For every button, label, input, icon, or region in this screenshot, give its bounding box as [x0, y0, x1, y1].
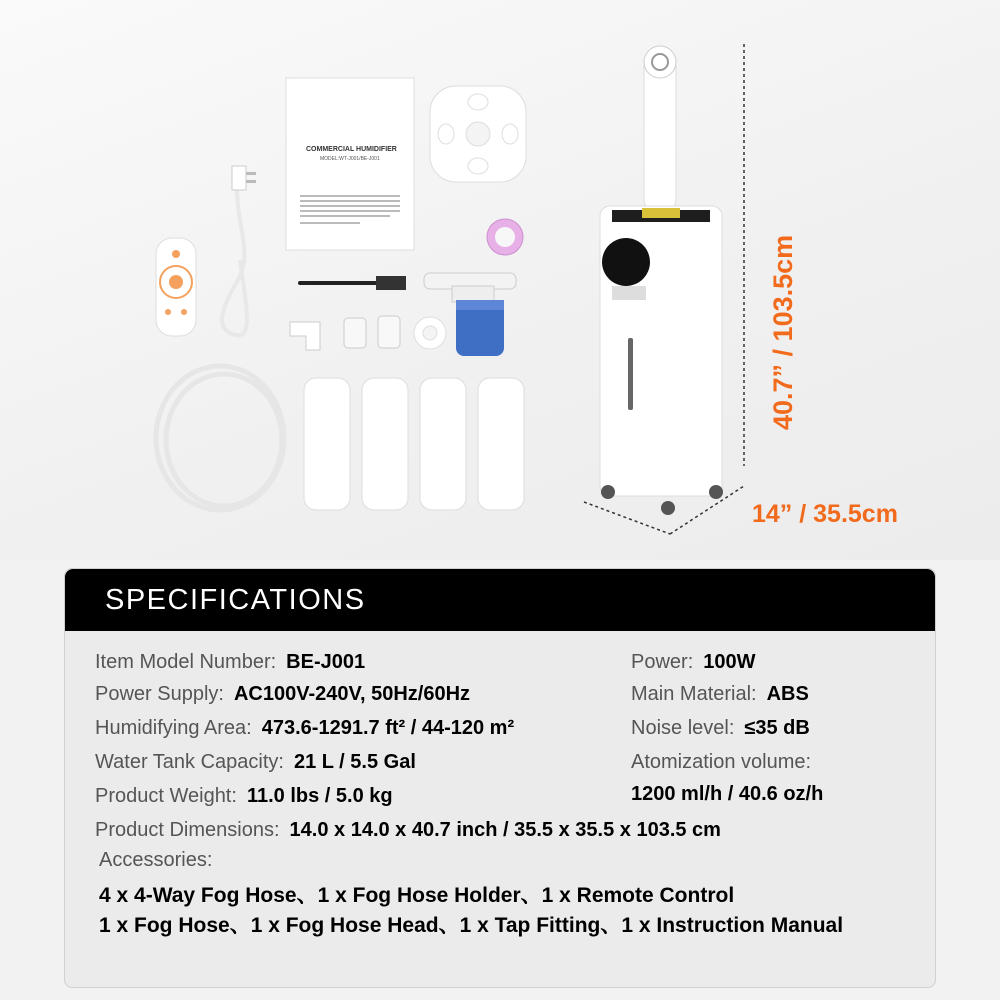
- spec-product-dimensions: [95, 819, 721, 842]
- spec-label: Noise level:: [631, 717, 735, 739]
- spec-value: 21 L / 5.5 Gal: [293, 751, 416, 773]
- spec-value: ABS: [766, 683, 809, 705]
- spec-value: 11.0 lbs / 5.0 kg: [246, 785, 393, 807]
- spec-power-supply: [95, 683, 470, 706]
- spec-value: 473.6-1291.7 ft² / 44-120 m²: [261, 717, 515, 739]
- spec-noise-level: [631, 717, 810, 740]
- spec-main-material: [631, 683, 809, 706]
- spec-label: Product Dimensions:: [95, 819, 280, 841]
- accessories-label: Accessories:: [99, 849, 213, 871]
- spec-model-number: [95, 651, 365, 674]
- power-cord: [222, 166, 256, 335]
- width-dimension-label: 14” / 35.5cm: [752, 500, 898, 528]
- instruction-manual: [286, 78, 414, 250]
- spec-power: [631, 651, 756, 674]
- spec-water-tank: [95, 751, 416, 774]
- spec-value: AC100V-240V, 50Hz/60Hz: [233, 683, 471, 705]
- height-dimension-label: 40.7” / 103.5cm: [768, 234, 798, 430]
- spec-value: BE-J001: [286, 651, 366, 673]
- spec-humidifying-area: [95, 717, 514, 740]
- spec-label: Water Tank Capacity:: [95, 751, 284, 773]
- spec-value: 1200 ml/h / 40.6 oz/h: [631, 783, 824, 805]
- spec-atomization-label: [631, 751, 821, 774]
- fog-hose-holder: [430, 86, 526, 182]
- spec-atomization-value: [631, 783, 823, 806]
- fog-hose: [156, 366, 284, 510]
- specifications-title: SPECIFICATIONS: [105, 583, 366, 616]
- specifications-header: [65, 569, 935, 631]
- spec-value: ≤35 dB: [744, 717, 810, 739]
- humidifier-unit: [600, 46, 723, 515]
- accessories-line-1: 4 x 4-Way Fog Hose、1 x Fog Hose Holder、1 x Remote Control: [99, 884, 735, 907]
- specifications-card: [64, 568, 936, 988]
- spec-label: Humidifying Area:: [95, 717, 252, 739]
- spec-value: 14.0 x 14.0 x 40.7 inch / 35.5 x 35.5 x 103.5 cm: [289, 819, 721, 841]
- tape-roll: [487, 219, 523, 255]
- spec-label: Product Weight:: [95, 785, 237, 807]
- spec-label: Power Supply:: [95, 683, 224, 705]
- cleaning-brush: [298, 276, 406, 290]
- elbow-connector: [290, 316, 446, 350]
- hose-tubes: [304, 378, 524, 510]
- manual-title: COMMERCIAL HUMIDIFIER: [306, 146, 397, 153]
- accessories-line-2: 1 x Fog Hose、1 x Fog Hose Head、1 x Tap Fitting、1 x Instruction Manual: [99, 914, 844, 937]
- spec-label: Item Model Number:: [95, 651, 277, 673]
- manual-model: MODEL:WT-J001/BE-J001: [320, 156, 380, 162]
- remote-control: [156, 238, 196, 336]
- spec-label: Power:: [631, 651, 694, 673]
- spec-product-weight: [95, 785, 393, 808]
- spec-label: Main Material:: [631, 683, 757, 705]
- spec-label: Atomization volume:: [631, 751, 812, 773]
- spec-value: 100W: [703, 651, 756, 673]
